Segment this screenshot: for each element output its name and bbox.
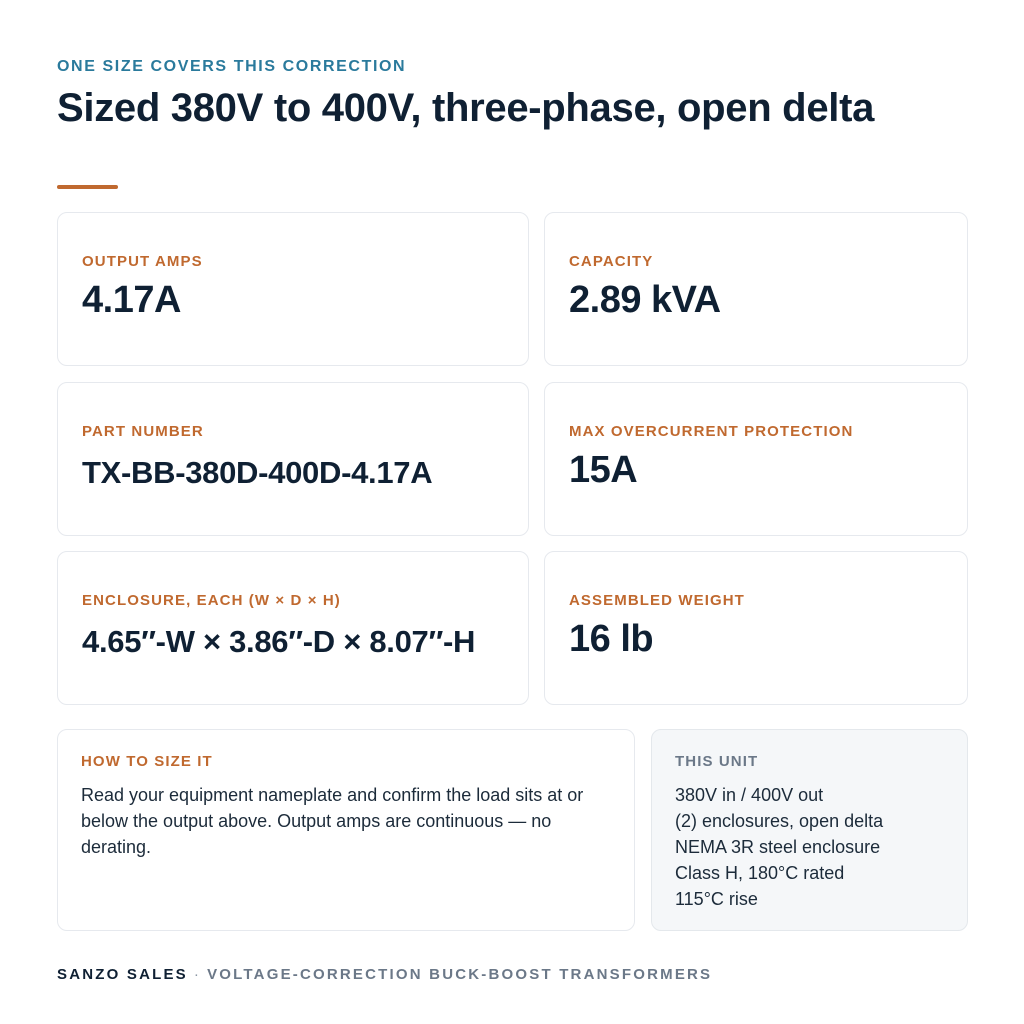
how-to-size-body: Read your equipment nameplate and confirm the load sits at or below the output above. Output amps are continuous — no derating. <box>81 785 584 857</box>
list-item: 115°C rise <box>675 889 758 909</box>
spec-card-weight <box>544 551 968 705</box>
spec-label: ENCLOSURE, EACH (W × D × H) <box>82 592 341 609</box>
spec-value: 4.65″-W × 3.86″-D × 8.07″-H <box>82 624 476 659</box>
spec-value: 2.89 kVA <box>569 279 721 321</box>
spec-value: 4.17A <box>82 279 181 321</box>
footer <box>57 966 712 983</box>
spec-label: ASSEMBLED WEIGHT <box>569 592 745 609</box>
this-unit-card <box>651 729 968 931</box>
list-item: Class H, 180°C rated <box>675 863 845 883</box>
spec-card-max-overcurrent <box>544 382 968 536</box>
spec-value: 16 lb <box>569 618 654 660</box>
spec-label: OUTPUT AMPS <box>82 253 203 270</box>
this-unit-label: THIS UNIT <box>675 753 759 770</box>
footer-separator: · <box>193 966 202 983</box>
this-unit-list <box>675 782 883 912</box>
list-item: 380V in / 400V out <box>675 785 824 805</box>
how-to-size-card <box>57 729 635 931</box>
page-title: Sized 380V to 400V, three-phase, open delta <box>57 86 875 130</box>
spec-value: 15A <box>569 449 638 491</box>
spec-label: PART NUMBER <box>82 423 204 440</box>
spec-label: MAX OVERCURRENT PROTECTION <box>569 423 854 440</box>
spec-card-part-number <box>57 382 529 536</box>
list-item: NEMA 3R steel enclosure <box>675 837 881 857</box>
eyebrow-text: ONE SIZE COVERS THIS CORRECTION <box>57 58 407 75</box>
spec-value: TX-BB-380D-400D-4.17A <box>82 455 433 490</box>
spec-card-output-amps <box>57 212 529 366</box>
spec-card-capacity <box>544 212 968 366</box>
footer-brand: SANZO SALES <box>57 966 188 983</box>
spec-card-enclosure <box>57 551 529 705</box>
list-item: (2) enclosures, open delta <box>675 811 884 831</box>
how-to-size-label: HOW TO SIZE IT <box>81 753 213 770</box>
footer-tagline: VOLTAGE-CORRECTION BUCK-BOOST TRANSFORMERS <box>207 966 713 983</box>
title-underline <box>57 185 118 189</box>
spec-label: CAPACITY <box>569 253 654 270</box>
